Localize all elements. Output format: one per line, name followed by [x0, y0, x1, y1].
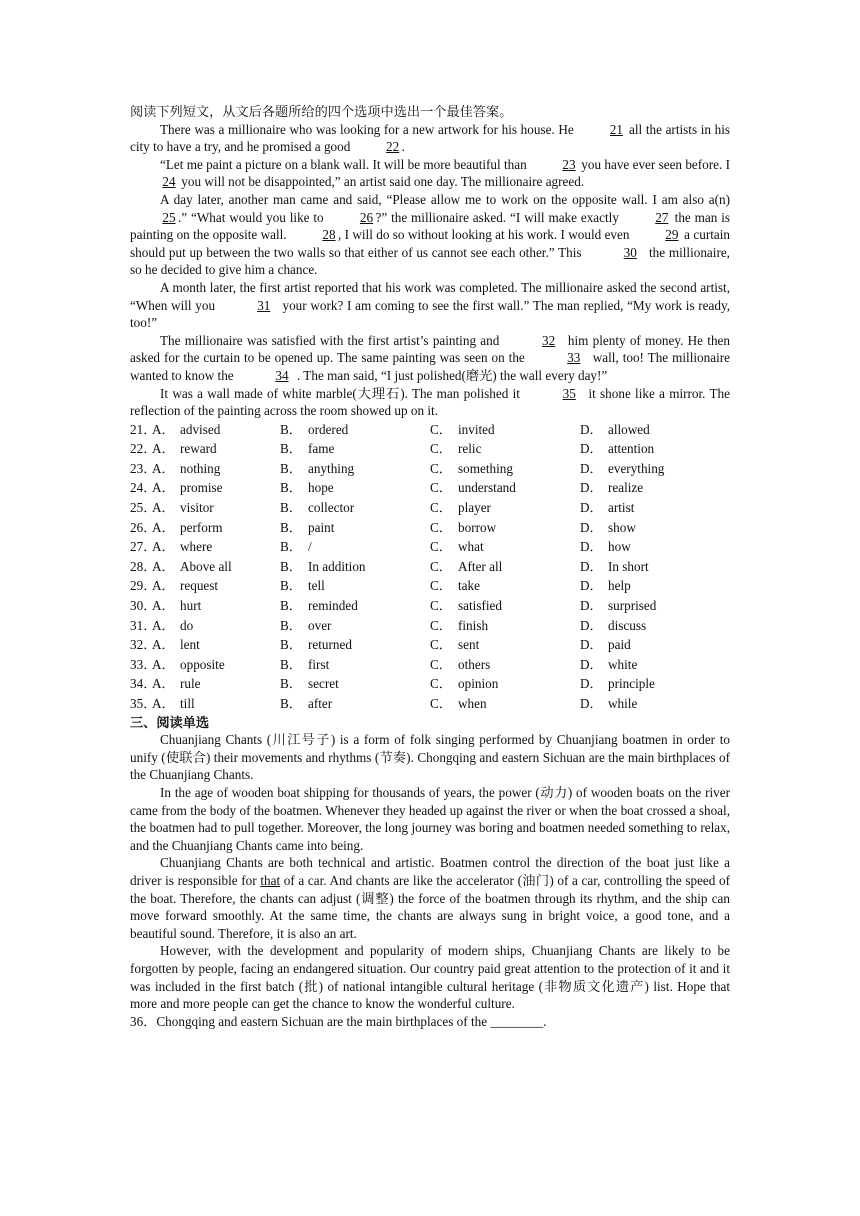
option-text: others	[458, 656, 491, 672]
cloze-paragraph-5	[130, 332, 730, 385]
option-text: /	[308, 539, 312, 555]
option-c	[430, 596, 580, 616]
option-letter: D．	[580, 656, 603, 672]
option-text: ordered	[308, 421, 349, 437]
option-d	[580, 635, 700, 655]
text: him plenty of money. He then asked for the curtain to be opened up. The same painting was seen on the	[130, 332, 730, 366]
question-number: 27．	[130, 539, 157, 555]
option-text: do	[180, 617, 194, 633]
option-text: after	[308, 696, 333, 711]
option-d	[580, 518, 700, 538]
option-letter: A．	[152, 460, 175, 476]
option-b	[280, 596, 430, 616]
text: you have ever seen before. I	[578, 156, 730, 172]
option-text: invited	[458, 421, 495, 437]
question-number: 22．	[130, 441, 157, 457]
option-text: allowed	[608, 421, 650, 437]
option-a	[152, 537, 280, 557]
option-a	[152, 478, 280, 498]
question-number: 34．	[130, 676, 157, 692]
option-letter: D．	[580, 558, 603, 574]
option-text: opinion	[458, 676, 499, 692]
option-text: lent	[180, 637, 200, 653]
text: the man is painting on the opposite wall.	[130, 209, 730, 243]
option-letter: C．	[430, 578, 452, 594]
option-row	[130, 420, 730, 440]
option-text: After all	[458, 558, 503, 574]
option-row	[130, 674, 730, 694]
option-text: reward	[180, 441, 217, 457]
option-text: discuss	[608, 617, 647, 633]
option-c	[430, 459, 580, 479]
section-heading: 三、阅读单选	[130, 714, 210, 730]
option-letter: A．	[152, 617, 175, 633]
option-text: first	[308, 656, 330, 672]
text: all the artists in his city to have a try, and he promised a good	[130, 121, 730, 155]
option-text: something	[458, 460, 513, 476]
option-b	[280, 694, 430, 714]
text: your work? I am coming to see the first wall.” The man replied, “My work is ready, too!”	[130, 297, 731, 331]
option-c	[430, 420, 580, 440]
option-text: request	[180, 578, 219, 594]
option-text: white	[608, 656, 638, 672]
blank-32: 32	[542, 332, 556, 348]
option-letter: C．	[430, 696, 452, 711]
option-letter: B．	[280, 676, 302, 692]
question-number: 28．	[130, 558, 157, 574]
question-number: 35．	[130, 696, 157, 711]
option-b	[280, 576, 430, 596]
option-letter: B．	[280, 598, 302, 614]
option-b	[280, 478, 430, 498]
text: There was a millionaire who was looking for a new artwork for his house. He	[160, 121, 578, 137]
option-letter: A．	[152, 578, 175, 594]
option-d	[580, 498, 700, 518]
option-a	[152, 694, 280, 714]
option-a	[152, 576, 280, 596]
option-text: borrow	[458, 519, 497, 535]
option-text: realize	[608, 480, 644, 496]
option-c	[430, 655, 580, 675]
reading-paragraph-2: In the age of wooden boat shipping for thousands of years, the power (动力) of wooden boats on the river came from the body of the boatmen. Whenever they headed up against the river or when the boat crossed a shoal, the boatmen had to pull together. Moreover, the long journey was boring and boatmen needed something to relax, and the Chuanjiang Chants came into being.	[130, 784, 730, 853]
option-letter: B．	[280, 656, 302, 672]
option-c	[430, 694, 580, 714]
option-letter: B．	[280, 480, 302, 496]
cloze-paragraph-3	[130, 191, 730, 279]
instruction: 阅读下列短文，从文后各题所给的四个选项中选出一个最佳答案。	[130, 104, 513, 119]
option-text: finish	[458, 617, 489, 633]
option-b	[280, 674, 430, 694]
option-text: show	[608, 519, 636, 535]
option-text: In short	[608, 558, 649, 574]
option-a	[152, 439, 280, 459]
cloze-paragraph-4	[130, 279, 730, 332]
option-letter: A．	[152, 676, 175, 692]
option-text: where	[180, 539, 213, 555]
option-text: over	[308, 617, 332, 633]
option-b	[280, 655, 430, 675]
option-b	[280, 635, 430, 655]
option-text: attention	[608, 441, 655, 457]
option-text: till	[180, 696, 195, 711]
underlined-word: that	[260, 872, 281, 888]
option-text: returned	[308, 637, 352, 653]
option-letter: D．	[580, 676, 603, 692]
text: .	[401, 139, 405, 155]
option-text: opposite	[180, 656, 225, 672]
option-row	[130, 557, 730, 577]
option-c	[430, 557, 580, 577]
option-c	[430, 478, 580, 498]
option-text: In addition	[308, 558, 366, 574]
option-c	[430, 518, 580, 538]
option-text: collector	[308, 500, 355, 516]
option-d	[580, 420, 700, 440]
blank-27: 27	[655, 209, 669, 225]
text: a curtain should put up between the two walls so that either of us cannot see each other.” This	[130, 227, 730, 260]
option-text: while	[608, 696, 638, 711]
option-letter: D．	[580, 421, 603, 437]
question-number: 24．	[130, 480, 157, 496]
option-letter: C．	[430, 519, 452, 535]
option-letter: A．	[152, 519, 175, 535]
option-text: rule	[180, 676, 201, 692]
option-text: help	[608, 578, 631, 594]
question-number: 30．	[130, 598, 157, 614]
text: It was a wall made of white marble(大理石). The man polished it	[160, 385, 525, 401]
option-text: hope	[308, 480, 334, 496]
option-row	[130, 596, 730, 616]
option-letter: C．	[430, 460, 452, 476]
blank-31: 31	[257, 297, 271, 313]
option-letter: B．	[280, 421, 302, 437]
option-text: understand	[458, 480, 516, 496]
option-text: satisfied	[458, 598, 502, 614]
option-text: tell	[308, 578, 325, 594]
text: Chuanjiang Chants are both technical and artistic. Boatmen control the direction of the boat just like a driver is responsible for	[130, 855, 730, 888]
option-letter: D．	[580, 696, 603, 711]
option-c	[430, 616, 580, 636]
option-a	[152, 498, 280, 518]
option-row	[130, 655, 730, 675]
option-letter: C．	[430, 676, 452, 692]
text: wall, too! The millionaire wanted to know the	[130, 350, 730, 383]
option-text: surprised	[608, 598, 657, 614]
option-text: when	[458, 696, 487, 711]
question-number: 23．	[130, 460, 157, 476]
document-page	[130, 103, 730, 1030]
option-letter: B．	[280, 558, 302, 574]
option-letter: D．	[580, 539, 603, 555]
text: ?” the millionaire asked. “I will make exactly	[375, 209, 623, 225]
option-c	[430, 537, 580, 557]
option-letter: B．	[280, 578, 302, 594]
option-letter: B．	[280, 696, 302, 711]
option-letter: A．	[152, 441, 175, 457]
option-letter: D．	[580, 598, 603, 614]
option-c	[430, 674, 580, 694]
option-text: reminded	[308, 598, 358, 614]
option-b	[280, 420, 430, 440]
option-letter: D．	[580, 480, 603, 496]
option-letter: B．	[280, 637, 302, 653]
option-letter: D．	[580, 460, 603, 476]
option-a	[152, 518, 280, 538]
option-text: everything	[608, 460, 665, 476]
option-letter: A．	[152, 421, 175, 437]
option-letter: B．	[280, 460, 302, 476]
blank-24: 24	[162, 174, 176, 190]
option-letter: C．	[430, 617, 452, 633]
option-c	[430, 635, 580, 655]
option-text: secret	[308, 676, 339, 692]
option-row	[130, 537, 730, 557]
option-letter: D．	[580, 637, 603, 653]
option-d	[580, 557, 700, 577]
option-letter: A．	[152, 480, 175, 496]
option-text: perform	[180, 519, 223, 535]
blank-35: 35	[562, 385, 576, 401]
question-36: 36．Chongqing and eastern Sichuan are the main birthplaces of the ________.	[130, 1013, 547, 1029]
option-d	[580, 576, 700, 596]
blank-30: 30	[623, 244, 637, 260]
option-a	[152, 557, 280, 577]
option-letter: B．	[280, 539, 302, 555]
option-d	[580, 459, 700, 479]
option-letter: A．	[152, 637, 175, 653]
option-letter: C．	[430, 598, 452, 614]
blank-29: 29	[665, 227, 679, 243]
option-letter: A．	[152, 696, 175, 711]
blank-22: 22	[386, 139, 400, 155]
option-text: advised	[180, 421, 221, 437]
option-c	[430, 439, 580, 459]
option-row	[130, 694, 730, 714]
option-letter: A．	[152, 656, 175, 672]
question-number: 26．	[130, 519, 157, 535]
option-d	[580, 596, 700, 616]
option-a	[152, 459, 280, 479]
option-text: nothing	[180, 460, 221, 476]
option-text: player	[458, 500, 491, 516]
option-d	[580, 537, 700, 557]
text: A day later, another man came and said, “Please allow me to work on the opposite wall. I am also a(n)	[160, 191, 730, 207]
text: The millionaire was satisfied with the first artist’s painting and	[160, 332, 504, 348]
option-text: how	[608, 539, 631, 555]
option-letter: C．	[430, 500, 452, 516]
option-letter: C．	[430, 637, 452, 653]
option-a	[152, 635, 280, 655]
text: it shone like a mirror. The reflection of the painting across the room showed up on it.	[130, 385, 730, 419]
option-letter: C．	[430, 656, 452, 672]
option-letter: B．	[280, 500, 302, 516]
option-text: what	[458, 539, 484, 555]
option-text: take	[458, 578, 480, 594]
option-a	[152, 655, 280, 675]
blank-21: 21	[609, 121, 623, 137]
text: . The man said, “I just polished(磨光) the wall every day!”	[296, 367, 608, 383]
question-number: 33．	[130, 656, 157, 672]
text: A month later, the first artist reported that his work was completed. The millionaire asked the second artist, “When will you	[130, 279, 730, 313]
blank-33: 33	[567, 350, 581, 366]
option-text: promise	[180, 480, 223, 496]
option-b	[280, 537, 430, 557]
reading-paragraph-3	[130, 854, 730, 942]
blank-34: 34	[275, 367, 289, 383]
option-b	[280, 557, 430, 577]
question-number: 32．	[130, 637, 157, 653]
option-text: fame	[308, 441, 335, 457]
option-letter: C．	[430, 421, 452, 437]
cloze-paragraph-2	[130, 156, 730, 191]
question-number: 31．	[130, 617, 157, 633]
question-number: 29．	[130, 578, 157, 594]
option-letter: C．	[430, 558, 452, 574]
option-text: relic	[458, 441, 482, 457]
option-text: visitor	[180, 500, 214, 516]
option-row	[130, 635, 730, 655]
option-a	[152, 616, 280, 636]
option-row	[130, 459, 730, 479]
text: , I will do so without looking at his work. I would even	[337, 227, 633, 243]
option-letter: B．	[280, 441, 302, 457]
option-letter: A．	[152, 500, 175, 516]
option-row	[130, 478, 730, 498]
option-d	[580, 674, 700, 694]
option-text: hurt	[180, 598, 202, 614]
option-letter: A．	[152, 598, 175, 614]
option-c	[430, 498, 580, 518]
option-row	[130, 518, 730, 538]
blank-26: 26	[359, 209, 374, 225]
option-text: artist	[608, 500, 635, 516]
option-a	[152, 596, 280, 616]
question-number: 25．	[130, 500, 157, 516]
option-d	[580, 478, 700, 498]
option-text: paid	[608, 637, 631, 653]
blank-28: 28	[322, 227, 336, 243]
option-letter: C．	[430, 539, 452, 555]
option-b	[280, 518, 430, 538]
option-b	[280, 439, 430, 459]
cloze-paragraph-6	[130, 385, 730, 420]
option-text: sent	[458, 637, 480, 653]
option-d	[580, 694, 700, 714]
option-letter: A．	[152, 558, 175, 574]
option-c	[430, 576, 580, 596]
answer-options-list	[130, 420, 730, 714]
option-letter: A．	[152, 539, 175, 555]
text: “Let me paint a picture on a blank wall. It will be more beautiful than	[160, 156, 530, 172]
option-letter: D．	[580, 441, 603, 457]
option-d	[580, 655, 700, 675]
question-number: 21．	[130, 421, 157, 437]
option-a	[152, 420, 280, 440]
option-row	[130, 576, 730, 596]
blank-23: 23	[562, 156, 576, 172]
text: .” “What would you like to	[178, 209, 328, 225]
reading-paragraph-1: Chuanjiang Chants (川江号子) is a form of folk singing performed by Chuanjiang boatmen in order to unify (使联合) their movements and rhythms (节奏). Chongqing and eastern Sichuan are the main birthplaces of the Chuanjiang Chants.	[130, 732, 730, 783]
text: of a car. And chants are like the accelerator (油门) of a car, controlling the speed of the boat. Therefore, the chants can adjust (调整) the force of the boatmen through its rhythm, and the ship can move forward smoothly. At the same time, the chants are always sung in bright voice, a good tone, and a beautiful sound. Therefore, it is also an art.	[130, 872, 731, 941]
option-row	[130, 616, 730, 636]
cloze-paragraph-1	[130, 121, 730, 156]
option-d	[580, 439, 700, 459]
option-letter: B．	[280, 519, 302, 535]
option-b	[280, 459, 430, 479]
option-b	[280, 498, 430, 518]
option-text: paint	[308, 519, 335, 535]
option-a	[152, 674, 280, 694]
text: you will not be disappointed,” an artist said one day. The millionaire agreed.	[178, 174, 585, 190]
option-letter: D．	[580, 617, 603, 633]
option-row	[130, 439, 730, 459]
option-letter: D．	[580, 578, 603, 594]
text: the millionaire, so he decided to give him a chance.	[130, 244, 730, 278]
option-text: anything	[308, 460, 355, 476]
option-letter: D．	[580, 519, 603, 535]
option-d	[580, 616, 700, 636]
option-letter: C．	[430, 480, 452, 496]
option-b	[280, 616, 430, 636]
option-letter: C．	[430, 441, 452, 457]
option-letter: D．	[580, 500, 603, 516]
reading-paragraph-4: However, with the development and popularity of modern ships, Chuanjiang Chants are likely to be forgotten by people, facing an endangered situation. Our country paid great attention to the protection of it and it was included in the first batch (批) of national intangible cultural heritage (非物质文化遗产) list. Hope that more and more people can get the chance to know the wonderful culture.	[130, 943, 730, 1012]
option-text: Above all	[180, 558, 232, 574]
blank-25: 25	[162, 209, 176, 225]
option-text: principle	[608, 676, 655, 692]
option-letter: B．	[280, 617, 302, 633]
option-row	[130, 498, 730, 518]
